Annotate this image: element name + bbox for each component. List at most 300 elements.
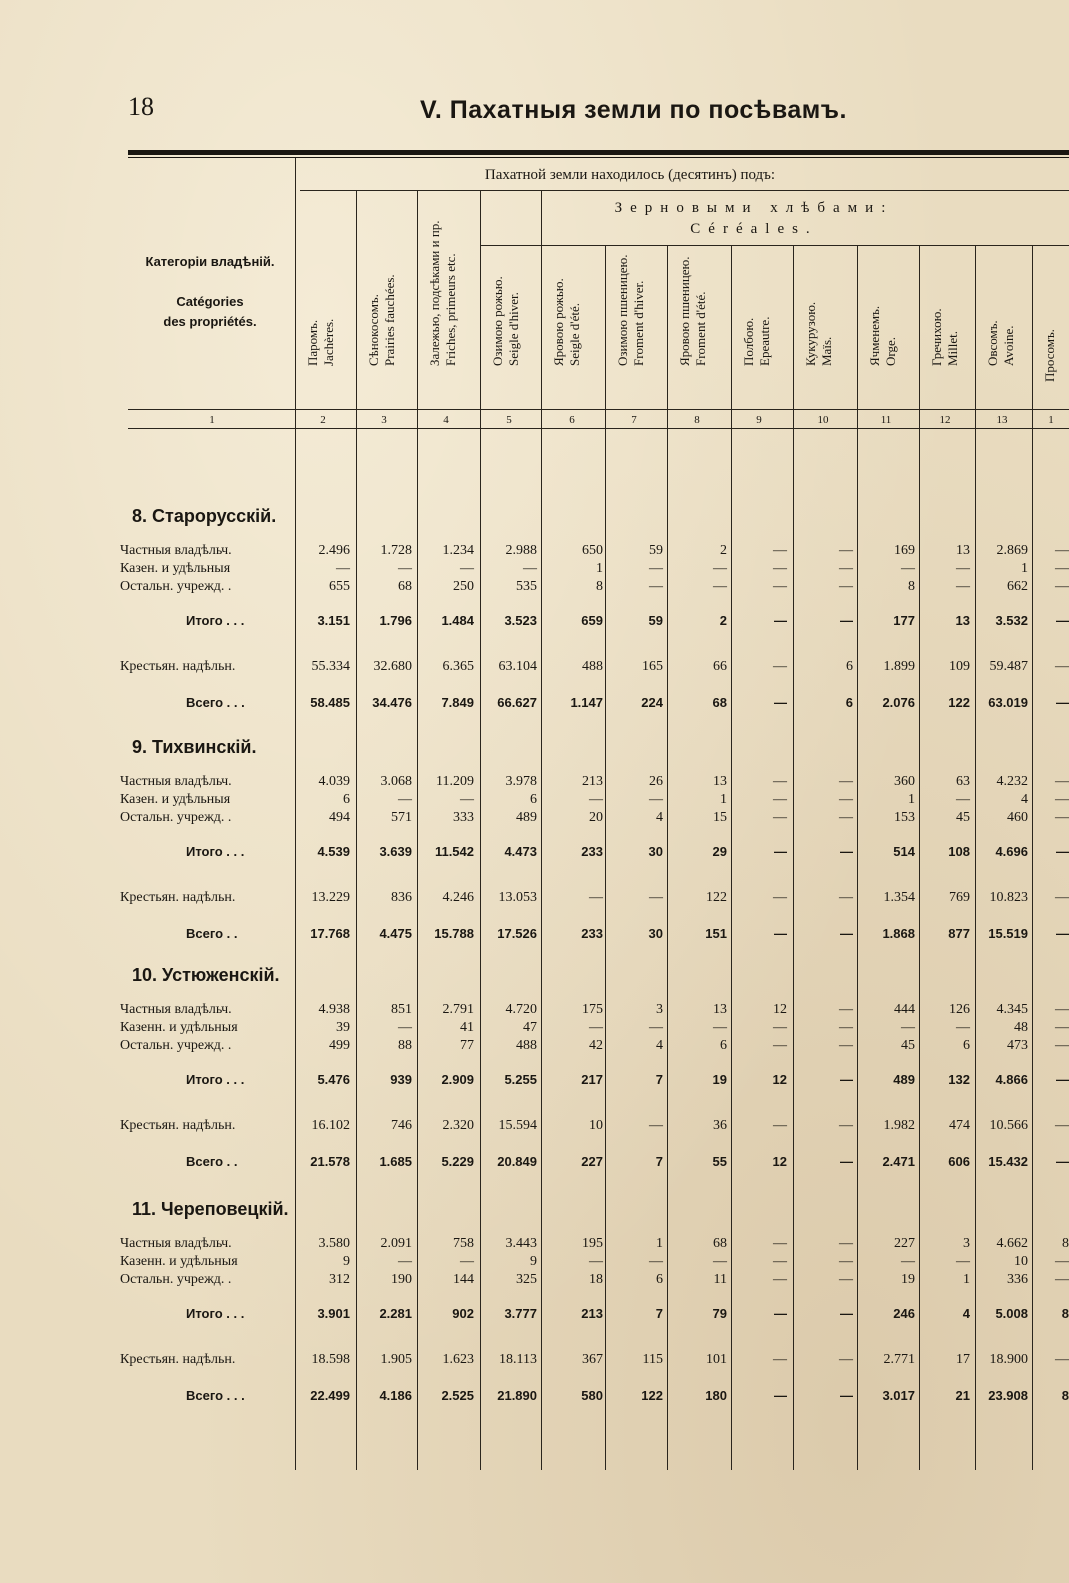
table-cell: 21 (955, 1388, 970, 1403)
column-header-text (427, 220, 459, 366)
table-cell: 13 (713, 774, 727, 789)
table-cell: 488 (582, 659, 603, 674)
table-cell: — (840, 613, 853, 628)
table-cell: 3 (963, 1236, 970, 1251)
table-cell: — (589, 1254, 603, 1269)
table-cell: 19 (901, 1272, 915, 1287)
table-cell: — (1055, 1272, 1069, 1287)
table-cell: 4 (656, 810, 663, 825)
table-cell: — (839, 792, 853, 807)
table-cell: 132 (948, 1072, 970, 1087)
table-cell: 15 (713, 810, 727, 825)
column-number: 1 (1048, 414, 1054, 426)
table-cell: 126 (949, 1002, 970, 1017)
table-cell: 6 (720, 1038, 727, 1053)
column-header-text (867, 306, 899, 366)
table-cell: 8 (908, 579, 915, 594)
table-cell: 79 (712, 1306, 727, 1321)
table-cell: 902 (452, 1306, 474, 1321)
table-cell: 2.471 (882, 1154, 915, 1169)
table-cell: 59 (649, 543, 663, 558)
table-cell: 15.594 (498, 1118, 537, 1133)
table-cell: — (713, 1020, 727, 1035)
section-title: 10. Устюженскій. (132, 965, 280, 985)
table-cell: — (1055, 774, 1069, 789)
table-cell: — (1055, 1118, 1069, 1133)
table-cell: 7 (655, 1154, 663, 1169)
table-cell: 18.598 (311, 1352, 350, 1367)
table-cell: 5.229 (441, 1154, 474, 1169)
table-cell: — (649, 1118, 663, 1133)
table-cell: 655 (329, 579, 350, 594)
table-cell: 246 (893, 1306, 915, 1321)
table-cell: 22.499 (310, 1388, 350, 1403)
table-cell: 4 (656, 1038, 663, 1053)
row-label: Остальн. учрежд. . (120, 579, 232, 594)
table-cell: 580 (581, 1388, 603, 1403)
table-cell: 6 (530, 792, 537, 807)
table-cell: 659 (581, 613, 603, 628)
table-cell: — (840, 1388, 853, 1403)
table-cell: 17.768 (310, 926, 350, 941)
table-cell: 3.639 (379, 844, 412, 859)
column-header-fr: Seigle d'hiver. (506, 292, 521, 366)
row-label: Частныя владѣльч. (120, 774, 232, 789)
table-cell: 333 (453, 810, 474, 825)
table-cell: 17.526 (497, 926, 537, 941)
table-cell: — (839, 579, 853, 594)
table-cell: 4.039 (318, 774, 350, 789)
table-cell: 55.334 (311, 659, 350, 674)
table-cell: 217 (581, 1072, 603, 1087)
row-label: Частныя владѣльч. (120, 1236, 232, 1251)
table-cell: — (773, 792, 787, 807)
row-label: Частныя владѣльч. (120, 543, 232, 558)
row-label: Итого . . . (186, 1306, 245, 1321)
table-cell: — (956, 579, 970, 594)
column-number: 7 (631, 414, 637, 426)
table-cell: 336 (1007, 1272, 1028, 1287)
table-cell: — (1055, 659, 1069, 674)
table-cell: — (773, 1272, 787, 1287)
column-separator (295, 158, 296, 1470)
table-cell: 2.791 (442, 1002, 474, 1017)
table-cell: 3 (656, 1002, 663, 1017)
table-cell: 312 (329, 1272, 350, 1287)
column-number: 3 (381, 414, 387, 426)
table-cell: — (1055, 890, 1069, 905)
column-number: 11 (880, 414, 892, 426)
table-cell: — (839, 1118, 853, 1133)
table-cell: 68 (398, 579, 412, 594)
table-cell: 58.485 (310, 695, 350, 710)
table-cell: — (1056, 695, 1069, 710)
table-cell: 3.580 (318, 1236, 350, 1251)
table-cell: — (523, 561, 537, 576)
table-cell: — (713, 1254, 727, 1269)
table-cell: 1.868 (882, 926, 915, 941)
row-label: Итого . . . (186, 844, 245, 859)
column-header-fr: Millet. (945, 330, 960, 366)
table-cell: — (773, 1020, 787, 1035)
table-cell: 1.234 (442, 543, 474, 558)
table-cell: 473 (1007, 1038, 1028, 1053)
table-cell: — (773, 1236, 787, 1251)
column-header-ru: Озимою рожью. (490, 276, 505, 366)
row-label: Крестьян. надѣльн. (120, 1352, 236, 1367)
table-cell: 10 (1014, 1254, 1028, 1269)
column-header-fr: Froment d'été. (693, 291, 708, 366)
table-cell: 11 (713, 1272, 727, 1287)
table-cell: 325 (516, 1272, 537, 1287)
table-cell: 3.443 (505, 1236, 537, 1251)
column-header-text (741, 317, 773, 366)
column-header-text (366, 274, 398, 366)
column-header-fr: Avoine. (1001, 325, 1016, 366)
category-header (130, 252, 290, 332)
table-cell: 489 (893, 1072, 915, 1087)
table-cell: 11.209 (436, 774, 474, 789)
table-cell: 224 (641, 695, 663, 710)
category-header-fr-2: des propriétés. (163, 314, 257, 329)
table-cell: 7.849 (441, 695, 474, 710)
table-cell: — (839, 1020, 853, 1035)
table-cell: 2.525 (441, 1388, 474, 1403)
table-cell: 144 (453, 1272, 474, 1287)
table-cell: 2.281 (379, 1306, 412, 1321)
table-cell: 26 (649, 774, 663, 789)
column-separator (356, 190, 357, 1470)
table-cell: 233 (581, 926, 603, 941)
table-cell: — (774, 1388, 787, 1403)
column-separator (417, 190, 418, 1470)
table-cell: — (774, 1306, 787, 1321)
table-cell: 190 (391, 1272, 412, 1287)
table-cell: 122 (641, 1388, 663, 1403)
table-cell: 63 (956, 774, 970, 789)
table-cell: — (840, 1154, 853, 1169)
table-cell: — (956, 1254, 970, 1269)
table-cell: 1 (720, 792, 727, 807)
column-separator (541, 190, 542, 1470)
column-number: 4 (443, 414, 449, 426)
table-cell: — (773, 561, 787, 576)
table-cell: — (713, 561, 727, 576)
column-header-fr: Prairies fauchées. (382, 274, 397, 366)
table-cell: 3.068 (380, 774, 412, 789)
table-cell: — (839, 774, 853, 789)
column-header-fr: Seigle d'été. (567, 303, 582, 366)
table-cell: 175 (582, 1002, 603, 1017)
table-cell: — (1055, 1002, 1069, 1017)
table-cell: — (398, 792, 412, 807)
category-header-fr-1: Catégories (176, 294, 244, 309)
table-cell: — (773, 1254, 787, 1269)
table-cell: — (840, 844, 853, 859)
table-cell: 1 (656, 1236, 663, 1251)
column-header-text (1042, 329, 1058, 382)
table-cell: 30 (648, 926, 663, 941)
cereals-header-rule (480, 245, 1069, 246)
table-cell: — (956, 792, 970, 807)
table-cell: 3.017 (882, 1388, 915, 1403)
column-number: 6 (569, 414, 575, 426)
table-cell: — (839, 1352, 853, 1367)
table-cell: 650 (582, 543, 603, 558)
table-cell: 20 (589, 810, 603, 825)
column-header-text (490, 276, 522, 366)
table-cell: 2.320 (442, 1118, 474, 1133)
row-label: Итого . . . (186, 1072, 245, 1087)
table-cell: 535 (516, 579, 537, 594)
column-separator (480, 190, 481, 1470)
column-header-ru: Яровою пшеницею. (677, 256, 692, 366)
column-number: 13 (996, 414, 1008, 426)
table-cell: — (773, 543, 787, 558)
row-label: Казен. и удѣльныя (120, 561, 231, 576)
table-cell: 180 (705, 1388, 727, 1403)
table-cell: — (649, 1254, 663, 1269)
table-cell: — (956, 1020, 970, 1035)
table-cell: 41 (460, 1020, 474, 1035)
table-cell: 6.365 (442, 659, 474, 674)
table-cell: 3.978 (505, 774, 537, 789)
table-cell: 21.578 (310, 1154, 350, 1169)
table-cell: 13.229 (311, 890, 350, 905)
table-cell: — (460, 792, 474, 807)
table-cell: 11.542 (434, 844, 474, 859)
column-header-ru: Сѣнокосомъ. (366, 294, 381, 366)
column-header-ru: Залежью, подсѣками и пр. (427, 220, 442, 366)
table-cell: 13 (713, 1002, 727, 1017)
table-cell: 4.938 (318, 1002, 350, 1017)
column-header-ru: Ячменемъ. (867, 305, 882, 366)
table-cell: — (901, 1254, 915, 1269)
table-cell: 1.147 (570, 695, 603, 710)
column-number-rule (128, 428, 1069, 429)
table-cell: 758 (453, 1236, 474, 1251)
table-cell: — (840, 926, 853, 941)
row-label: Казенн. и удѣльныя (120, 1254, 238, 1269)
cereals-header (484, 198, 1024, 240)
table-cell: 444 (894, 1002, 915, 1017)
table-cell: 2 (719, 613, 727, 628)
table-cell: 8 (1061, 1306, 1069, 1321)
table-cell: 13 (956, 543, 970, 558)
table-cell: 367 (582, 1352, 603, 1367)
table-cell: 4.473 (504, 844, 537, 859)
table-cell: 1 (596, 561, 603, 576)
table-cell: — (398, 1254, 412, 1269)
table-cell: 769 (949, 890, 970, 905)
table-cell: — (1055, 561, 1069, 576)
table-cell: 15.432 (988, 1154, 1028, 1169)
table-cell: 5.008 (995, 1306, 1028, 1321)
table-cell: — (839, 890, 853, 905)
table-cell: 4.662 (996, 1236, 1028, 1251)
span-header-rule (300, 190, 1069, 191)
table-cell: 4.866 (995, 1072, 1028, 1087)
table-cell: — (1055, 1254, 1069, 1269)
table-cell: 122 (948, 695, 970, 710)
row-label: Остальн. учрежд. . (120, 1272, 232, 1287)
table-cell: 15.788 (434, 926, 474, 941)
table-cell: — (1055, 810, 1069, 825)
table-cell: 499 (329, 1038, 350, 1053)
table-cell: — (839, 1038, 853, 1053)
table-cell: — (901, 561, 915, 576)
table-cell: 4.720 (505, 1002, 537, 1017)
table-cell: 88 (398, 1038, 412, 1053)
column-header-fr: Jachères. (321, 318, 336, 366)
table-cell: 3.532 (995, 613, 1028, 628)
row-label: Крестьян. надѣльн. (120, 659, 236, 674)
column-header-text (677, 256, 709, 366)
table-cell: 55 (712, 1154, 727, 1169)
table-cell: 29 (712, 844, 727, 859)
table-cell: 2.869 (996, 543, 1028, 558)
table-cell: — (773, 1038, 787, 1053)
table-cell: — (649, 792, 663, 807)
column-number: 5 (506, 414, 512, 426)
table-cell: — (839, 1254, 853, 1269)
table-cell: 6 (343, 792, 350, 807)
table-cell: 1.899 (883, 659, 915, 674)
table-cell: 32.680 (373, 659, 412, 674)
table-cell: — (839, 1272, 853, 1287)
column-header-ru: Озимою пшеницею. (615, 254, 630, 366)
table-cell: 233 (581, 844, 603, 859)
cereals-header-fr: Céréales. (690, 221, 818, 237)
table-cell: 4 (962, 1306, 970, 1321)
table-cell: 169 (894, 543, 915, 558)
table-cell: — (774, 695, 787, 710)
table-cell: — (1055, 579, 1069, 594)
row-label: Остальн. учрежд. . (120, 810, 232, 825)
table-cell: — (713, 579, 727, 594)
table-cell: 66.627 (497, 695, 537, 710)
table-cell: 494 (329, 810, 350, 825)
table-cell: — (589, 1020, 603, 1035)
span-header: Пахатной земли находилось (десятинъ) подъ: (484, 167, 776, 183)
table-cell: — (1055, 543, 1069, 558)
table-cell: 10.566 (989, 1118, 1028, 1133)
table-cell: — (1055, 1020, 1069, 1035)
table-cell: 13.053 (498, 890, 537, 905)
table-cell: 5.255 (504, 1072, 537, 1087)
column-header-fr: Froment d'hiver. (631, 280, 646, 366)
table-cell: 17 (956, 1352, 970, 1367)
column-header-text (305, 319, 337, 366)
table-cell: — (589, 792, 603, 807)
table-cell: 1.905 (380, 1352, 412, 1367)
table-cell: 4.475 (379, 926, 412, 941)
column-header-ru: Гречихою. (929, 308, 944, 366)
row-label: Всего . . (186, 1154, 238, 1169)
table-cell: 23.908 (988, 1388, 1028, 1403)
table-cell: 213 (582, 774, 603, 789)
table-cell: 12 (772, 1154, 787, 1169)
column-header-text (803, 302, 835, 366)
row-label: Крестьян. надѣльн. (120, 1118, 236, 1133)
column-header-fr: Epeautre. (757, 316, 772, 366)
table-cell: 115 (642, 1352, 663, 1367)
column-header-ru: Кукурузою. (803, 301, 818, 366)
column-header-fr: Friches, primeurs etc. (443, 253, 458, 366)
row-label: Всего . . (186, 926, 238, 941)
table-cell: 2.091 (380, 1236, 412, 1251)
table-cell: 6 (846, 659, 853, 674)
table-cell: 1.685 (379, 1154, 412, 1169)
table-cell: 213 (581, 1306, 603, 1321)
column-number: 9 (756, 414, 762, 426)
table-cell: — (839, 543, 853, 558)
table-cell: 460 (1007, 810, 1028, 825)
table-cell: — (901, 1020, 915, 1035)
table-cell: — (1056, 613, 1069, 628)
table-cell: 15.519 (988, 926, 1028, 941)
table-cell: — (649, 1020, 663, 1035)
table-cell: 48 (1014, 1020, 1028, 1035)
table-cell: 4.345 (996, 1002, 1028, 1017)
table-cell: — (956, 561, 970, 576)
category-header-ru: Категоріи владѣній. (145, 254, 275, 269)
cereals-header-ru: Зерновыми хлѣбами: (614, 200, 894, 216)
table-cell: — (774, 613, 787, 628)
top-rule (128, 150, 1069, 155)
table-cell: 4 (1021, 792, 1028, 807)
table-cell: 4.186 (379, 1388, 412, 1403)
column-header-fr: Orge. (883, 336, 898, 366)
table-cell: 1.728 (380, 543, 412, 558)
table-cell: 7 (655, 1072, 663, 1087)
table-cell: — (773, 810, 787, 825)
table-cell: 662 (1007, 579, 1028, 594)
row-label: Частныя владѣльч. (120, 1002, 232, 1017)
table-cell: 1.484 (441, 613, 474, 628)
table-cell: — (840, 1072, 853, 1087)
table-cell: 20.849 (497, 1154, 537, 1169)
table-cell: 101 (706, 1352, 727, 1367)
table-cell: — (773, 1352, 787, 1367)
table-cell: — (840, 1306, 853, 1321)
table-cell: 250 (453, 579, 474, 594)
table-cell: 63.104 (498, 659, 537, 674)
table-cell: 19 (712, 1072, 727, 1087)
table-cell: 109 (949, 659, 970, 674)
column-header-text (615, 254, 647, 366)
page-title: V. Пахатныя земли по посѣвамъ. (420, 96, 847, 124)
column-header-ru: Овсомъ. (985, 320, 1000, 366)
table-cell: 45 (956, 810, 970, 825)
table-cell: 1.623 (442, 1352, 474, 1367)
column-header-fr: Maïs. (819, 336, 834, 366)
table-cell: 8 (1062, 1236, 1069, 1251)
table-cell: 195 (582, 1236, 603, 1251)
column-number: 8 (694, 414, 700, 426)
row-label: Остальн. учрежд. . (120, 1038, 232, 1053)
table-cell: — (398, 1020, 412, 1035)
table-cell: — (1055, 1038, 1069, 1053)
table-cell: 1.354 (883, 890, 915, 905)
table-cell: 227 (894, 1236, 915, 1251)
column-header-text (929, 308, 961, 366)
table-cell: 151 (705, 926, 727, 941)
table-cell: 939 (390, 1072, 412, 1087)
header-bottom-rule (128, 409, 1069, 410)
table-cell: 165 (642, 659, 663, 674)
table-cell: 36 (713, 1118, 727, 1133)
